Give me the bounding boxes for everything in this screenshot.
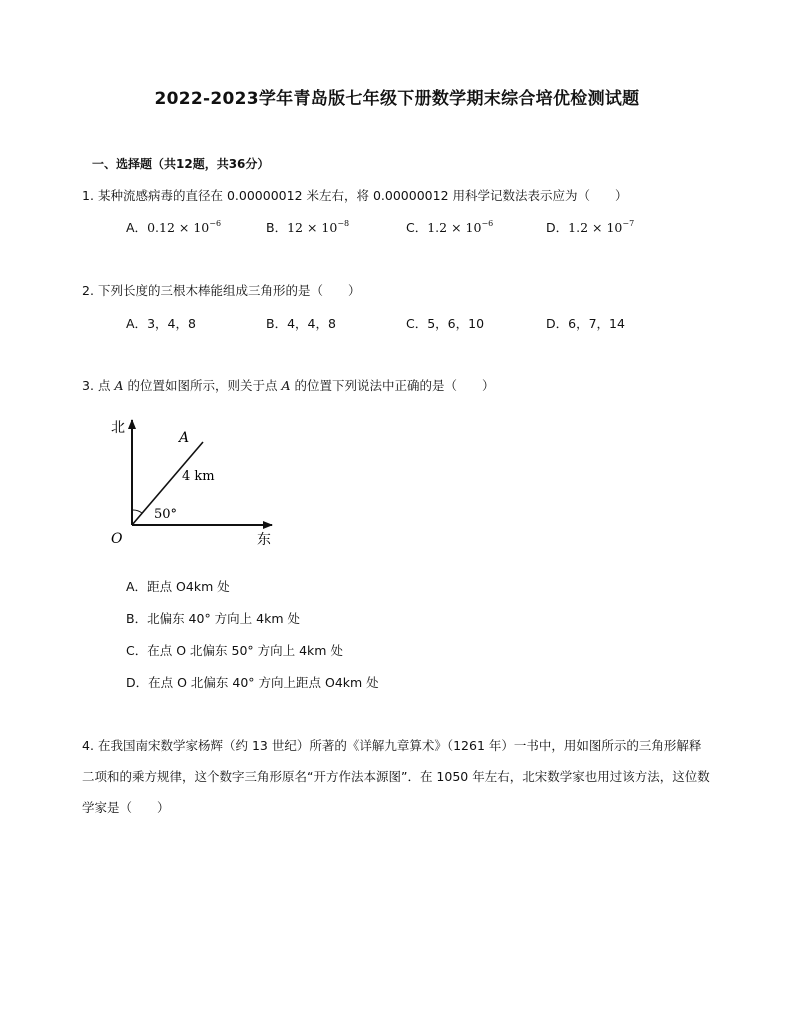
option-label: C．	[406, 220, 428, 235]
option-exponent: −7	[622, 218, 635, 228]
option-value: 12 × 10	[287, 220, 338, 235]
option-value: 在点 O 北偏东 50° 方向上 4km 处	[147, 643, 343, 658]
option-value: 北偏东 40° 方向上 4km 处	[147, 611, 300, 626]
option-c[interactable]	[406, 314, 546, 332]
option-value: 5，6，10	[427, 316, 485, 331]
option-exponent: −8	[337, 218, 350, 228]
option-label: D．	[126, 675, 149, 690]
angle-arc	[132, 510, 142, 513]
question-1-options	[126, 218, 686, 236]
option-value: 在点 O 北偏东 40° 方向上距点 O4km 处	[148, 675, 379, 690]
question-2-options	[126, 314, 686, 332]
question-4	[82, 730, 712, 823]
option-label: D．	[546, 316, 569, 331]
question-text-c: 的位置下列说法中正确的是（ ）	[294, 378, 495, 393]
section-heading: 一、选择题（共12题，共36分）	[92, 157, 270, 171]
point-a-label: A	[179, 430, 190, 446]
question-text-a: 点	[98, 378, 111, 393]
option-d[interactable]	[546, 314, 686, 332]
option-a[interactable]	[126, 218, 266, 236]
option-label: B．	[126, 611, 148, 626]
direction-diagram	[100, 412, 290, 552]
option-value: 0.12 × 10	[147, 220, 210, 235]
question-number: 4.	[82, 738, 94, 753]
option-value: 3，4，8	[147, 316, 196, 331]
option-exponent: −6	[481, 218, 494, 228]
angle-label: 50°	[154, 507, 178, 522]
east-label: 东	[257, 532, 271, 548]
option-label: A．	[126, 220, 148, 235]
option-label: C．	[406, 316, 428, 331]
option-a[interactable]	[126, 314, 266, 332]
option-d[interactable]	[546, 218, 686, 236]
origin-label: O	[111, 531, 123, 547]
question-text: 某种流感病毒的直径在 0.00000012 米左右，将 0.00000012 用科学记数法表示应为（ ）	[98, 188, 628, 203]
option-label: B．	[266, 316, 288, 331]
question-number: 1.	[82, 188, 94, 203]
option-label: D．	[546, 220, 569, 235]
question-2	[82, 276, 361, 306]
option-b[interactable]	[126, 603, 379, 635]
question-text: 下列长度的三根木棒能组成三角形的是（ ）	[98, 283, 361, 298]
option-a[interactable]	[126, 571, 379, 603]
north-label: 北	[111, 420, 125, 436]
option-value: 4，4，8	[287, 316, 336, 331]
option-b[interactable]	[266, 218, 406, 236]
option-c[interactable]	[126, 635, 379, 667]
option-label: A．	[126, 579, 148, 594]
option-d[interactable]	[126, 667, 379, 699]
option-c[interactable]	[406, 218, 546, 236]
option-value: 6，7，14	[568, 316, 625, 331]
question-text-b: 的位置如图所示，则关于点	[127, 378, 278, 393]
question-1	[82, 181, 628, 211]
question-number: 2.	[82, 283, 94, 298]
question-number: 3.	[82, 378, 94, 393]
point-label: A	[114, 378, 124, 393]
distance-label: 4 km	[182, 469, 215, 484]
point-label: A	[281, 378, 291, 393]
option-value: 1.2 × 10	[568, 220, 623, 235]
option-label: A．	[126, 316, 148, 331]
option-value: 距点 O4km 处	[147, 579, 230, 594]
option-label: B．	[266, 220, 288, 235]
option-label: C．	[126, 643, 148, 658]
question-3	[82, 371, 495, 401]
question-text: 在我国南宋数学家杨辉（约 13 世纪）所著的《详解九章算术》（1261 年）一书中，用如图所示的三角形解释二项和的乘方规律，这个数字三角形原名“开方作法本源图”．在 1050 年左右，北宋数学家也用过该方法，这位数学家是（ ）	[82, 738, 710, 815]
question-3-options	[126, 571, 379, 699]
option-value: 1.2 × 10	[427, 220, 482, 235]
option-exponent: −6	[209, 218, 222, 228]
page-title: 2022-2023学年青岛版七年级下册数学期末综合培优检测试题	[154, 89, 640, 109]
option-b[interactable]	[266, 314, 406, 332]
